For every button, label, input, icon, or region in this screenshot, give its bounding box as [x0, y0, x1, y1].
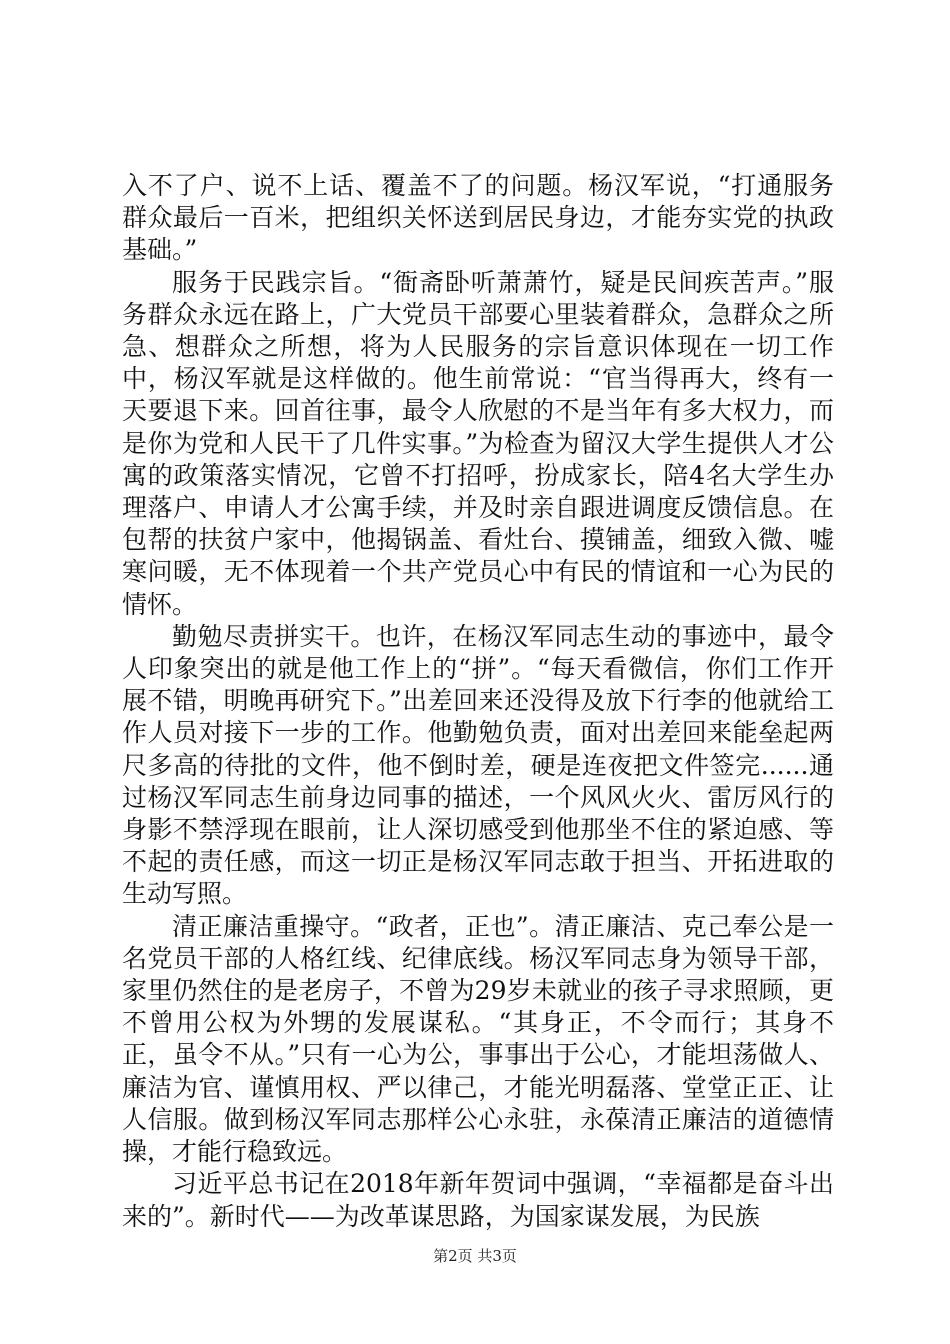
- paragraph-continuation: 入不了户、说不上话、覆盖不了的问题。杨汉军说，“打通服务群众最后一百米，把组织关怀送到居民身边，才能夯实党的执政基础。”: [122, 171, 834, 265]
- paragraph-diligence: 勤勉尽责拼实干。也许，在杨汉军同志生动的事迹中，最令人印象突出的就是他工作上的“拼”。“每天看微信，你们工作开展不错，明晚再研究下。”出差回来还没得及放下行李的他就给工作人员对接下一步的工作。他勤勉负责，面对出差回来能垒起两尺多高的待批的文件，他不倒时差，硬是连夜把文件签完......通过杨汉军同志生前身边同事的描述，一个风风火火、雷厉风行的身影不禁浮现在眼前，让人深切感受到他那坐不住的紧迫感、等不起的责任感，而这一切正是杨汉军同志敢于担当、开拓进取的生动写照。: [122, 621, 834, 909]
- paragraph-new-era: 习近平总书记在2018年新年贺词中强调，“幸福都是奋斗出来的”。新时代——为改革谋思路，为国家谋发展，为民族: [122, 1169, 834, 1231]
- page-footer: 第2页 共3页: [433, 1247, 517, 1265]
- document-body: [122, 170, 834, 1233]
- paragraph-serve-people: 服务于民践宗旨。“衙斋卧听萧萧竹，疑是民间疾苦声。”服务群众永远在路上，广大党员干部要心里装着群众，急群众之所急、想群众之所想，将为人民服务的宗旨意识体现在一切工作中，杨汉军就是这样做的。他生前常说：“官当得再大，终有一天要退下来。回首往事，最令人欣慰的不是当年有多大权力，而是你为党和人民干了几件实事。”为检查为留汉大学生提供人才公寓的政策落实情况，它曾不打招呼，扮成家长，陪4名大学生办理落户、申请人才公寓手续，并及时亲自跟进调度反馈信息。在包帮的扶贫户家中，他揭锅盖、看灶台、摸铺盖，细致入微、嘘寒问暖，无不体现着一个共产党员心中有民的情谊和一心为民的情怀。: [122, 267, 834, 619]
- paragraph-integrity: 清正廉洁重操守。“政者，正也”。清正廉洁、克己奉公是一名党员干部的人格红线、纪律底线。杨汉军同志身为领导干部，家里仍然住的是老房子，不曾为29岁未就业的孩子寻求照顾，更不曾用公权为外甥的发展谋私。“其身正，不令而行；其身不正，虽令不从。”只有一心为公，事事出于公心，才能坦荡做人、廉洁为官、谨慎用权、严以律己，才能光明磊落、堂堂正正、让人信服。做到杨汉军同志那样公心永驻，永葆清正廉洁的道德情操，才能行稳致远。: [122, 911, 834, 1167]
